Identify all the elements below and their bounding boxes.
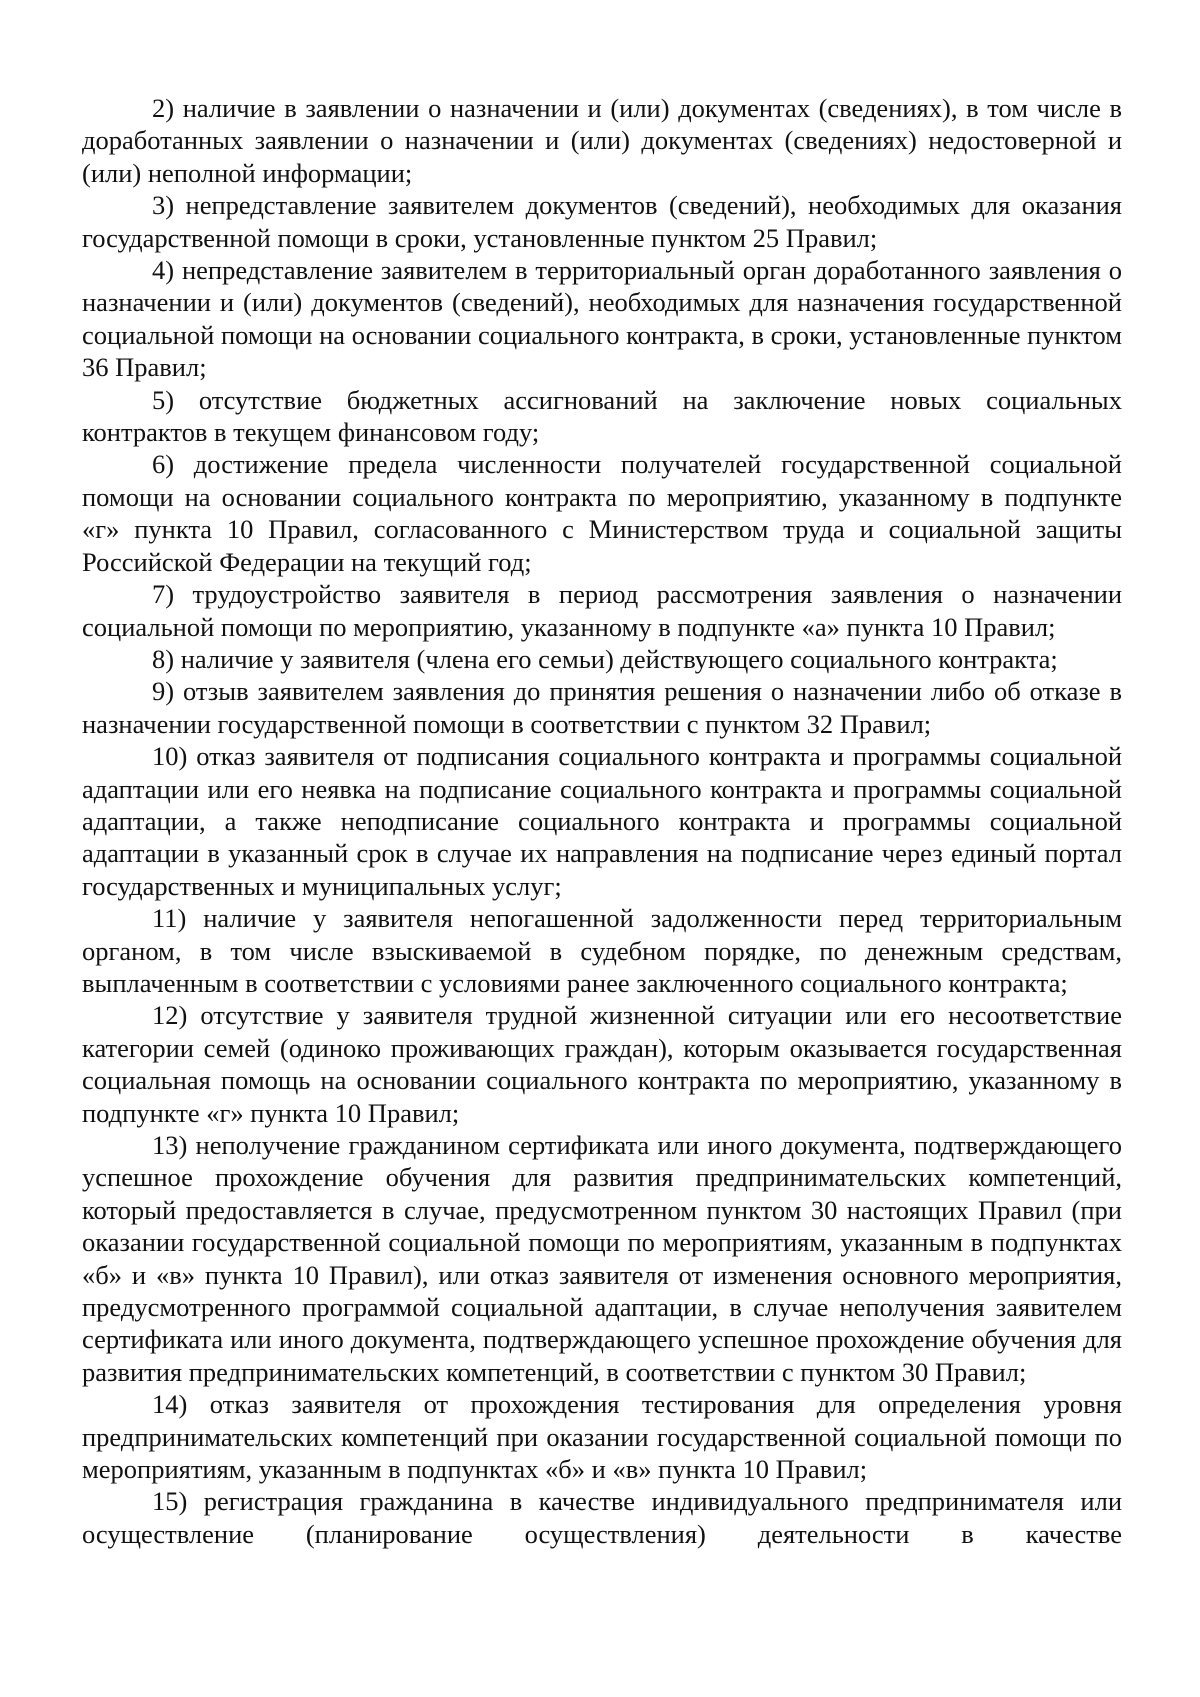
paragraph-item-11: 11) наличие у заявителя непогашенной задолженности перед территориальным органом, в том числе взыскиваемой в судебном порядке, по денежным средствам, выплаченным в соответствии с условиями ранее заключенного социального контракта;	[82, 903, 1122, 998]
paragraph-item-2: 2) наличие в заявлении о назначении и (или) документах (сведениях), в том числе в доработанных заявлении о назначении и (или) документах (сведениях) недостоверной и (или) неполной информации;	[82, 93, 1122, 188]
paragraph-item-7: 7) трудоустройство заявителя в период рассмотрения заявления о назначении социальной помощи по мероприятию, указанному в подпункте «а» пункта 10 Правил;	[82, 579, 1122, 642]
paragraph-item-9: 9) отзыв заявителем заявления до принятия решения о назначении либо об отказе в назначении государственной помощи в соответствии с пунктом 32 Правил;	[82, 676, 1122, 739]
paragraph-item-6: 6) достижение предела численности получателей государственной социальной помощи на основании социального контракта по мероприятию, указанному в подпункте «г» пункта 10 Правил, согласованного с Министерством труда и социальной защиты Российской Федерации на текущий год;	[82, 449, 1122, 577]
paragraph-item-4: 4) непредставление заявителем в территориальный орган доработанного заявления о назначении и (или) документов (сведений), необходимых для назначения государственной социальной помощи на основании социального контракта, в сроки, установленные пунктом 36 Правил;	[82, 255, 1122, 383]
paragraph-item-8: 8) наличие у заявителя (члена его семьи) действующего социального контракта;	[152, 643, 1058, 674]
paragraph-item-15: 15) регистрация гражданина в качестве индивидуального предпринимателя или осуществление (планирование осуществления) деятельности в качестве	[82, 1486, 1122, 1549]
paragraph-item-12: 12) отсутствие у заявителя трудной жизненной ситуации или его несоответствие категории семей (одиноко проживающих граждан), которым оказывается государственная социальная помощь на основании социального контракта по мероприятию, указанному в подпункте «г» пункта 10 Правил;	[82, 1000, 1122, 1128]
paragraph-item-14: 14) отказ заявителя от прохождения тестирования для определения уровня предпринимательских компетенций при оказании государственной социальной помощи по мероприятиям, указанным в подпунктах «б» и «в» пункта 10 Правил;	[82, 1389, 1122, 1485]
paragraph-item-13: 13) неполучение гражданином сертификата или иного документа, подтверждающего успешное прохождение обучения для развития предпринимательских компетенций, который предоставляется в случае, предусмотренном пунктом 30 настоящих Правил (при оказании государственной социальной помощи по мероприятиям, указанным в подпунктах «б» и «в» пункта 10 Правил), или отказ заявителя от изменения основного мероприятия, предусмотренного программой социальной адаптации, в случае неполучения заявителем сертификата или иного документа, подтверждающего успешное прохождение обучения для развития предпринимательских компетенций, в соответствии с пунктом 30 Правил;	[82, 1130, 1122, 1387]
document-page	[82, 92, 1122, 1550]
paragraph-item-3: 3) непредставление заявителем документов (сведений), необходимых для оказания государственной помощи в сроки, установленные пунктом 25 Правил;	[82, 190, 1122, 253]
paragraph-item-10: 10) отказ заявителя от подписания социального контракта и программы социальной адаптации или его неявка на подписание социального контракта и программы социальной адаптации, а также неподписание социального контракта и программы социальной адаптации в указанный срок в случае их направления на подписание через единый портал государственных и муниципальных услуг;	[82, 741, 1122, 901]
paragraph-item-5: 5) отсутствие бюджетных ассигнований на заключение новых социальных контрактов в текущем финансовом году;	[82, 384, 1122, 448]
